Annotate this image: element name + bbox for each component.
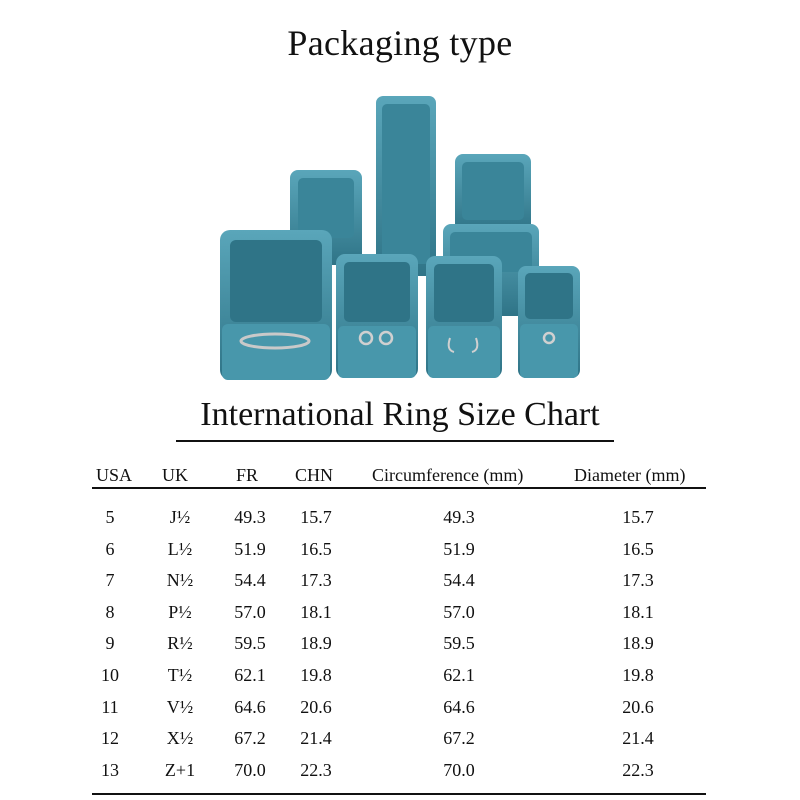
cell-usa: 8 bbox=[105, 601, 115, 622]
cell-chn: 19.8 bbox=[300, 665, 332, 685]
column-header-usa: USA bbox=[96, 465, 133, 485]
cell-usa: 7 bbox=[105, 570, 115, 591]
column-header-uk: UK bbox=[162, 465, 188, 485]
cell-diameter: 20.6 bbox=[622, 696, 654, 717]
cell-chn: 18.9 bbox=[300, 633, 332, 654]
cell-usa: 11 bbox=[101, 696, 119, 717]
cell-uk: R½ bbox=[167, 633, 193, 654]
cell-fr: 49.3 bbox=[234, 507, 266, 527]
column-header-fr: FR bbox=[236, 465, 259, 485]
table-bottom-rule bbox=[92, 793, 706, 795]
column-header-diameter: Diameter (mm) bbox=[574, 465, 686, 485]
cell-diameter: 16.5 bbox=[622, 538, 654, 559]
cell-chn: 15.7 bbox=[300, 507, 332, 527]
cell-circumference: 67.2 bbox=[443, 728, 475, 749]
cell-circumference: 70.0 bbox=[443, 759, 475, 780]
ring-size-chart-title: International Ring Size Chart bbox=[200, 396, 600, 433]
cell-chn: 17.3 bbox=[300, 570, 332, 591]
cell-circumference: 62.1 bbox=[443, 665, 475, 685]
cell-uk: J½ bbox=[169, 507, 191, 527]
cell-chn: 18.1 bbox=[300, 601, 332, 622]
title-underline bbox=[176, 440, 614, 442]
cell-diameter: 18.9 bbox=[622, 633, 654, 654]
cell-fr: 62.1 bbox=[234, 665, 266, 685]
cell-usa: 10 bbox=[101, 665, 119, 685]
jewelry-boxes-photo bbox=[200, 88, 600, 388]
cell-fr: 59.5 bbox=[234, 633, 266, 654]
cell-chn: 22.3 bbox=[300, 759, 332, 780]
column-header-circumference: Circumference (mm) bbox=[372, 465, 524, 485]
table-top-rule bbox=[92, 487, 706, 489]
cell-diameter: 18.1 bbox=[622, 601, 654, 622]
cell-usa: 12 bbox=[101, 728, 119, 749]
cell-usa: 9 bbox=[105, 633, 115, 654]
cell-uk: V½ bbox=[166, 696, 194, 717]
cell-circumference: 54.4 bbox=[443, 570, 475, 591]
column-header-chn: CHN bbox=[295, 465, 334, 485]
cell-fr: 54.4 bbox=[234, 570, 266, 591]
cell-circumference: 57.0 bbox=[443, 601, 475, 622]
cell-diameter: 15.7 bbox=[622, 507, 654, 527]
cell-usa: 5 bbox=[105, 507, 115, 527]
cell-usa: 13 bbox=[101, 759, 119, 780]
cell-fr: 70.0 bbox=[234, 759, 266, 780]
cell-fr: 51.9 bbox=[234, 538, 266, 559]
cell-chn: 16.5 bbox=[300, 538, 332, 559]
cell-uk: X½ bbox=[166, 728, 194, 749]
cell-fr: 64.6 bbox=[234, 696, 266, 717]
cell-diameter: 17.3 bbox=[622, 570, 654, 591]
cell-uk: L½ bbox=[167, 538, 193, 559]
cell-chn: 21.4 bbox=[300, 728, 332, 749]
cell-usa: 6 bbox=[105, 538, 115, 559]
cell-chn: 20.6 bbox=[300, 696, 332, 717]
cell-uk: P½ bbox=[168, 601, 192, 622]
cell-uk: N½ bbox=[166, 570, 194, 591]
cell-circumference: 49.3 bbox=[443, 507, 475, 527]
page-title: Packaging type bbox=[287, 23, 513, 63]
cell-diameter: 21.4 bbox=[622, 728, 654, 749]
cell-fr: 67.2 bbox=[234, 728, 266, 749]
cell-diameter: 19.8 bbox=[622, 665, 654, 685]
cell-circumference: 64.6 bbox=[443, 696, 475, 717]
cell-circumference: 59.5 bbox=[443, 633, 475, 654]
cell-uk: T½ bbox=[167, 665, 193, 685]
cell-circumference: 51.9 bbox=[443, 538, 475, 559]
cell-uk: Z+1 bbox=[164, 759, 196, 780]
cell-diameter: 22.3 bbox=[622, 759, 654, 780]
cell-fr: 57.0 bbox=[234, 601, 266, 622]
